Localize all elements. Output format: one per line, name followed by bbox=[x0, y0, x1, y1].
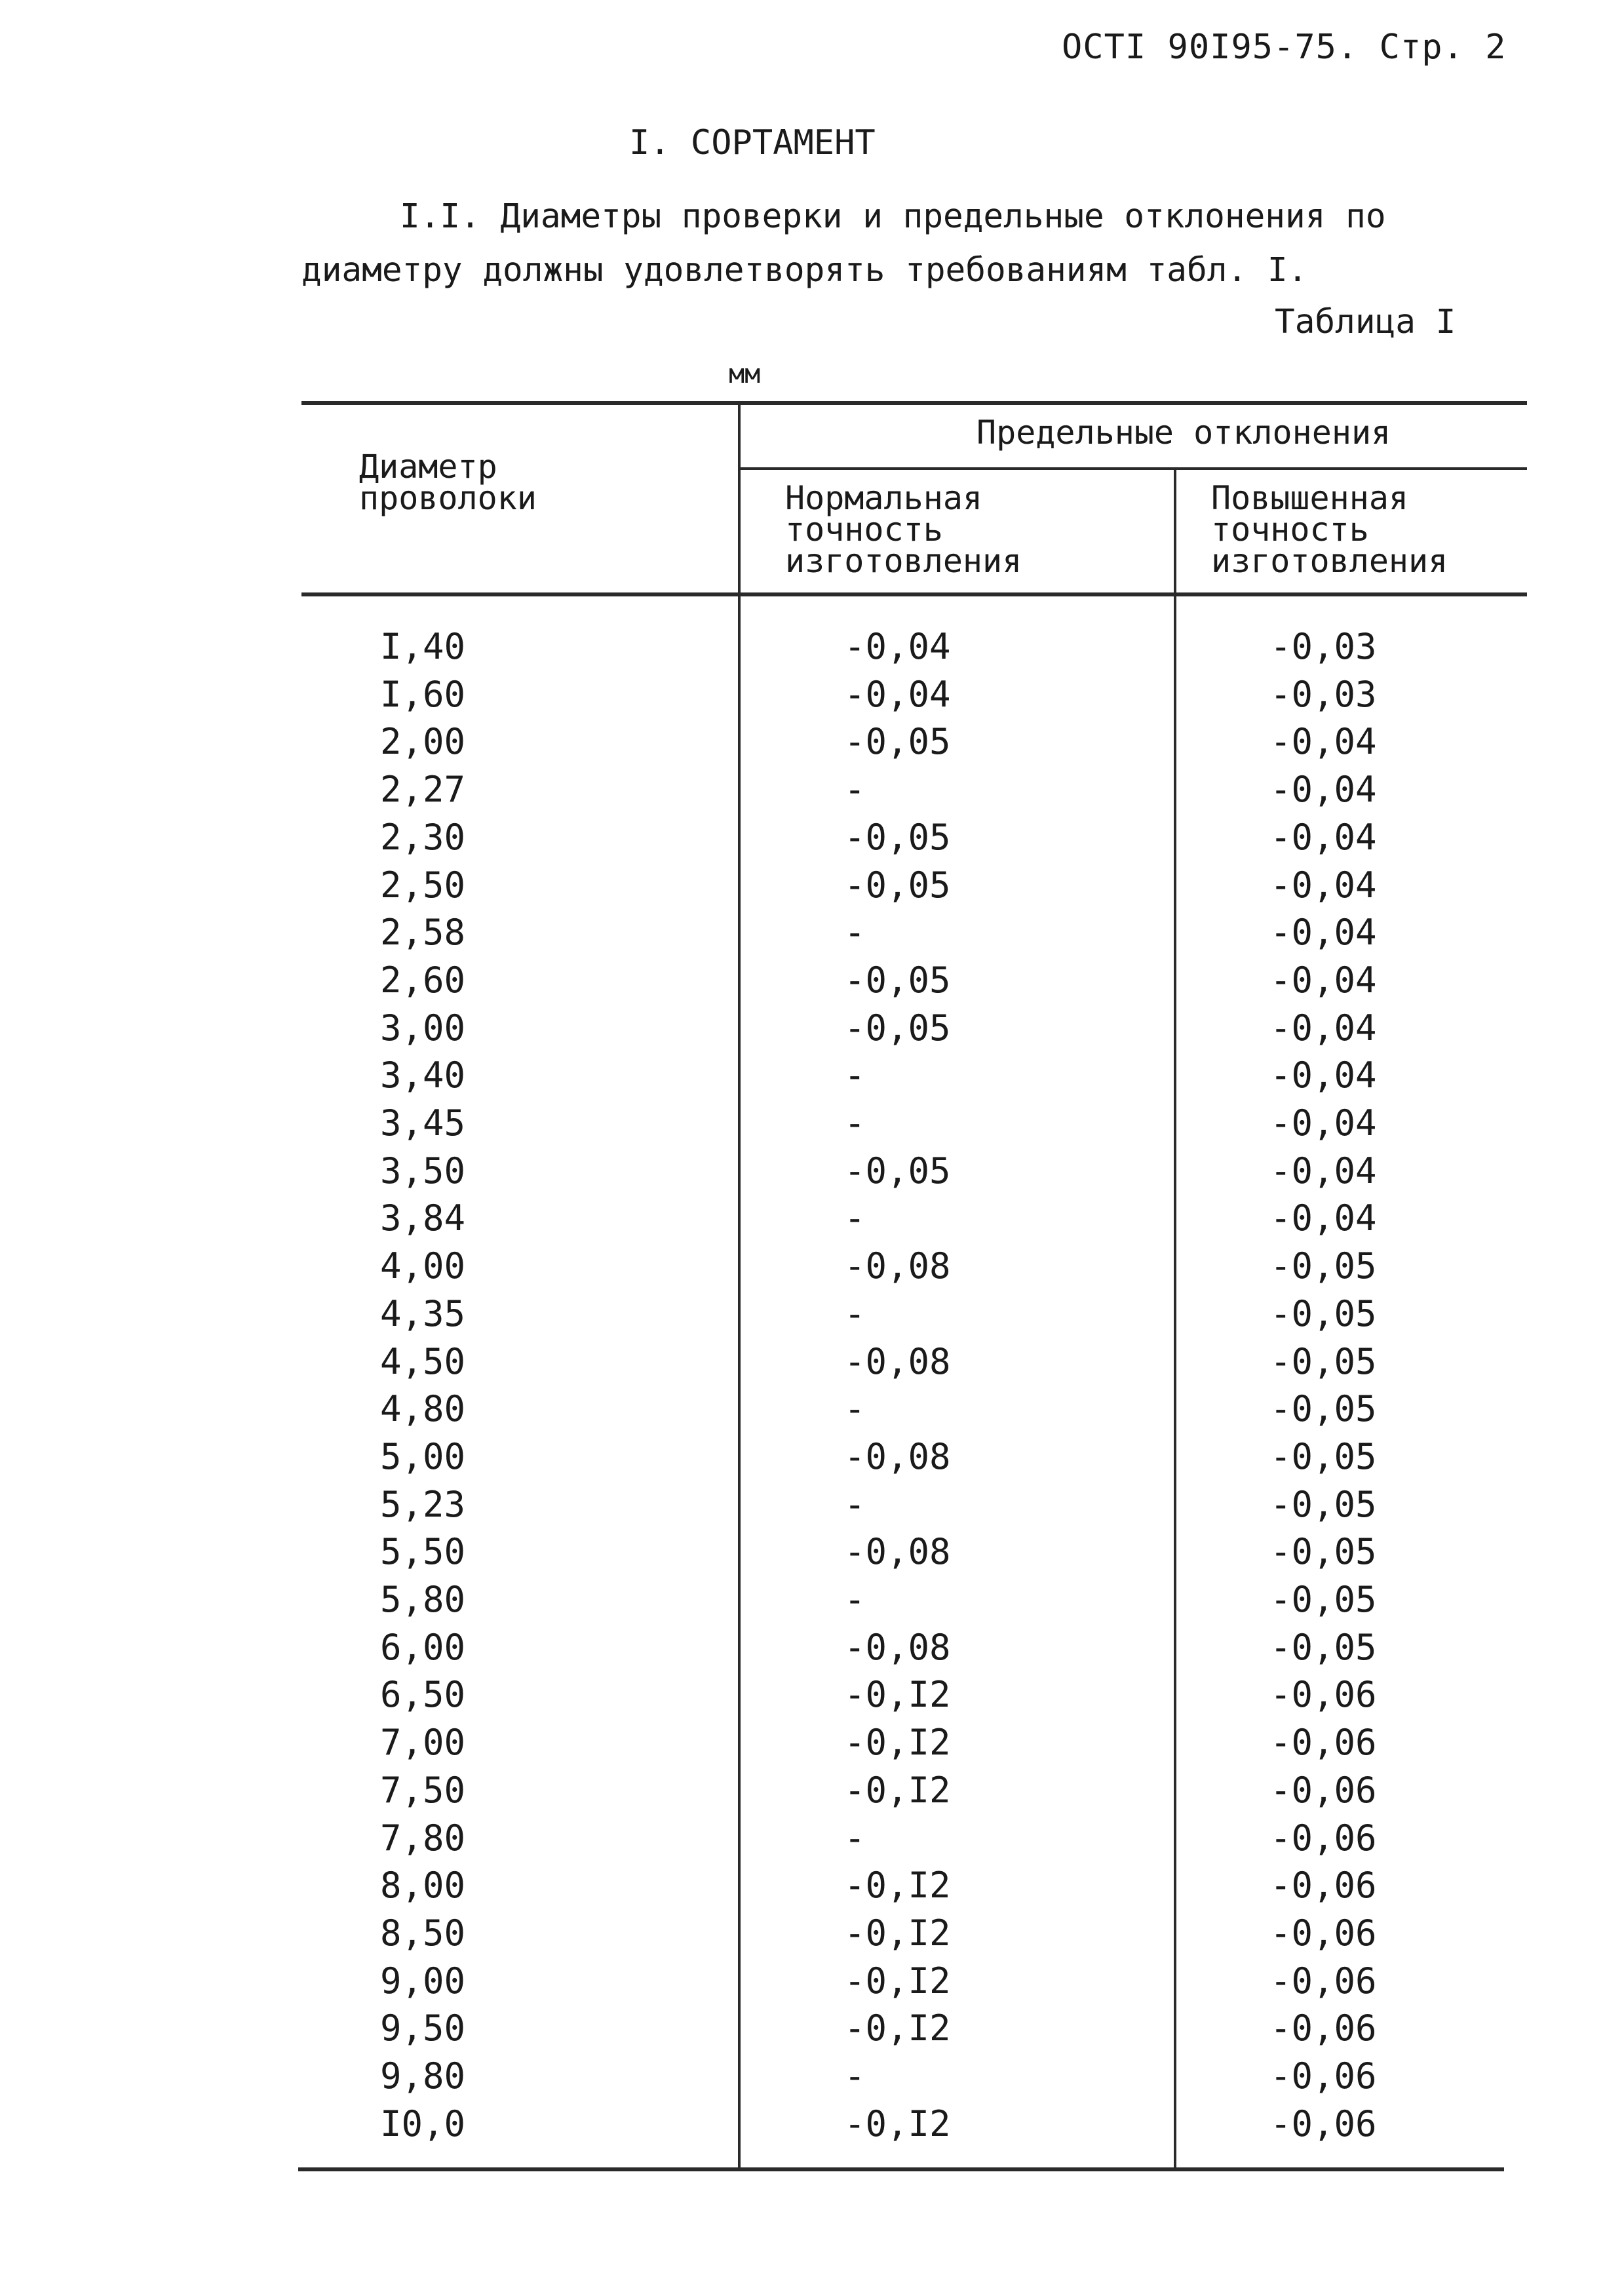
diameter-cell: 5,50 bbox=[380, 1531, 466, 1573]
high-tolerance-cell: -0,06 bbox=[1270, 2007, 1377, 2049]
page-header: ОСТI 90I95-75. Стр. 2 bbox=[1062, 28, 1507, 67]
high-tolerance-cell: -0,05 bbox=[1270, 1579, 1377, 1620]
normal-tolerance-cell: - bbox=[844, 912, 866, 954]
normal-tolerance-cell: -0,08 bbox=[844, 1531, 951, 1573]
normal-tolerance-cell: - bbox=[844, 2055, 866, 2097]
table-row bbox=[301, 1481, 1527, 1528]
diameter-cell: 3,45 bbox=[380, 1102, 466, 1144]
normal-tolerance-cell: -0,05 bbox=[844, 864, 951, 906]
high-tolerance-cell: -0,06 bbox=[1270, 2103, 1377, 2144]
normal-tolerance-cell: -0,04 bbox=[844, 626, 951, 667]
normal-tolerance-cell: -0,05 bbox=[844, 721, 951, 763]
high-tolerance-cell: -0,04 bbox=[1270, 816, 1377, 858]
section-title: I. СОРТАМЕНТ bbox=[629, 123, 876, 163]
normal-tolerance-cell: -0,I2 bbox=[844, 2103, 951, 2144]
table-row bbox=[301, 1242, 1527, 1290]
table-row bbox=[301, 1766, 1527, 1814]
normal-tolerance-cell: -0,04 bbox=[844, 673, 951, 715]
high-tolerance-cell: -0,06 bbox=[1270, 2055, 1377, 2097]
table-row bbox=[301, 1385, 1527, 1433]
table-row bbox=[301, 1290, 1527, 1338]
diameter-cell: I0,0 bbox=[380, 2103, 466, 2144]
normal-tolerance-cell: - bbox=[844, 1579, 866, 1620]
table-row bbox=[301, 1814, 1527, 1862]
normal-tolerance-cell: -0,08 bbox=[844, 1435, 951, 1477]
group-header-rule bbox=[741, 467, 1527, 470]
group-header: Предельные отклонения bbox=[976, 414, 1391, 452]
diameter-cell: 6,00 bbox=[380, 1626, 466, 1668]
diameter-cell: 2,00 bbox=[380, 721, 466, 763]
normal-tolerance-cell: - bbox=[844, 769, 866, 811]
col-diameter-header: Диаметр проволоки bbox=[359, 448, 537, 517]
table-row bbox=[301, 1957, 1527, 2005]
table-row bbox=[301, 956, 1527, 1004]
high-tolerance-cell: -0,05 bbox=[1270, 1435, 1377, 1477]
header-bottom-rule bbox=[301, 592, 1527, 596]
normal-tolerance-cell: - bbox=[844, 1055, 866, 1096]
diameter-cell: 7,80 bbox=[380, 1817, 466, 1859]
high-tolerance-cell: -0,05 bbox=[1270, 1483, 1377, 1525]
table-row bbox=[301, 2100, 1527, 2148]
normal-tolerance-cell: - bbox=[844, 1483, 866, 1525]
high-tolerance-cell: -0,04 bbox=[1270, 769, 1377, 811]
table-row bbox=[301, 766, 1527, 813]
diameter-cell: 3,50 bbox=[380, 1150, 466, 1192]
table-row bbox=[301, 1147, 1527, 1195]
diameter-cell: I,60 bbox=[380, 673, 466, 715]
diameter-cell: 2,60 bbox=[380, 959, 466, 1001]
diameter-cell: 9,80 bbox=[380, 2055, 466, 2097]
table-row bbox=[301, 1718, 1527, 1766]
high-tolerance-cell: -0,03 bbox=[1270, 626, 1377, 667]
high-tolerance-cell: -0,05 bbox=[1270, 1292, 1377, 1334]
normal-tolerance-cell: - bbox=[844, 1102, 866, 1144]
normal-tolerance-cell: -0,I2 bbox=[844, 1912, 951, 1954]
table-top-rule bbox=[301, 401, 1527, 405]
table-bottom-rule bbox=[298, 2167, 1504, 2171]
high-tolerance-cell: -0,06 bbox=[1270, 1865, 1377, 1907]
high-tolerance-cell: -0,04 bbox=[1270, 721, 1377, 763]
section-paragraph: I.I. Диаметры проверки и предельные отклонения по диаметру должны удовлетворять требованиям табл. I. bbox=[301, 197, 1386, 290]
high-tolerance-cell: -0,06 bbox=[1270, 1722, 1377, 1764]
table-row bbox=[301, 623, 1527, 670]
diameter-cell: 3,84 bbox=[380, 1197, 466, 1239]
table-row bbox=[301, 1433, 1527, 1481]
high-tolerance-cell: -0,04 bbox=[1270, 912, 1377, 954]
normal-tolerance-cell: -0,I2 bbox=[844, 1865, 951, 1907]
high-tolerance-cell: -0,06 bbox=[1270, 1769, 1377, 1811]
diameter-cell: 5,23 bbox=[380, 1483, 466, 1525]
diameter-cell: 8,00 bbox=[380, 1865, 466, 1907]
high-tolerance-cell: -0,06 bbox=[1270, 1817, 1377, 1859]
diameter-cell: 5,80 bbox=[380, 1579, 466, 1620]
table-row bbox=[301, 2052, 1527, 2100]
diameter-cell: 4,50 bbox=[380, 1340, 466, 1382]
diameter-cell: 2,50 bbox=[380, 864, 466, 906]
high-tolerance-cell: -0,04 bbox=[1270, 1007, 1377, 1049]
diameter-cell: 6,50 bbox=[380, 1674, 466, 1716]
table-row bbox=[301, 1051, 1527, 1099]
table-row bbox=[301, 1338, 1527, 1386]
high-tolerance-cell: -0,06 bbox=[1270, 1960, 1377, 2002]
diameter-cell: I,40 bbox=[380, 626, 466, 667]
high-tolerance-cell: -0,06 bbox=[1270, 1674, 1377, 1716]
high-tolerance-cell: -0,04 bbox=[1270, 1102, 1377, 1144]
col-normal-header: Нормальная точность изготовления bbox=[785, 479, 1022, 580]
table-row bbox=[301, 813, 1527, 861]
table-caption: Таблица I bbox=[1275, 303, 1456, 341]
normal-tolerance-cell: -0,05 bbox=[844, 1150, 951, 1192]
high-tolerance-cell: -0,04 bbox=[1270, 1055, 1377, 1096]
diameter-cell: 4,00 bbox=[380, 1245, 466, 1287]
diameter-cell: 4,80 bbox=[380, 1388, 466, 1430]
normal-tolerance-cell: - bbox=[844, 1817, 866, 1859]
diameter-cell: 2,30 bbox=[380, 816, 466, 858]
diameter-cell: 9,50 bbox=[380, 2007, 466, 2049]
table-row bbox=[301, 1671, 1527, 1718]
diameter-cell: 2,58 bbox=[380, 912, 466, 954]
high-tolerance-cell: -0,04 bbox=[1270, 1150, 1377, 1192]
normal-tolerance-cell: -0,I2 bbox=[844, 2007, 951, 2049]
diameter-cell: 3,00 bbox=[380, 1007, 466, 1049]
table-row bbox=[301, 1099, 1527, 1147]
diameter-cell: 8,50 bbox=[380, 1912, 466, 1954]
normal-tolerance-cell: -0,I2 bbox=[844, 1769, 951, 1811]
normal-tolerance-cell: - bbox=[844, 1388, 866, 1430]
table-row bbox=[301, 1623, 1527, 1671]
high-tolerance-cell: -0,05 bbox=[1270, 1626, 1377, 1668]
diameter-cell: 5,00 bbox=[380, 1435, 466, 1477]
normal-tolerance-cell: - bbox=[844, 1292, 866, 1334]
normal-tolerance-cell: -0,08 bbox=[844, 1626, 951, 1668]
table-row bbox=[301, 861, 1527, 909]
normal-tolerance-cell: -0,05 bbox=[844, 1007, 951, 1049]
table-row bbox=[301, 718, 1527, 766]
table-row bbox=[301, 1909, 1527, 1957]
table-row bbox=[301, 1861, 1527, 1909]
high-tolerance-cell: -0,03 bbox=[1270, 673, 1377, 715]
table-row bbox=[301, 1004, 1527, 1052]
normal-tolerance-cell: -0,05 bbox=[844, 959, 951, 1001]
diameter-cell: 4,35 bbox=[380, 1292, 466, 1334]
table-row bbox=[301, 2004, 1527, 2052]
normal-tolerance-cell: -0,05 bbox=[844, 816, 951, 858]
col-high-header: Повышенная точность изготовления bbox=[1211, 479, 1448, 580]
table-row bbox=[301, 1194, 1527, 1242]
table-row bbox=[301, 670, 1527, 718]
table-row bbox=[301, 1528, 1527, 1576]
normal-tolerance-cell: -0,I2 bbox=[844, 1960, 951, 2002]
high-tolerance-cell: -0,06 bbox=[1270, 1912, 1377, 1954]
normal-tolerance-cell: -0,I2 bbox=[844, 1722, 951, 1764]
table-units: мм bbox=[729, 359, 761, 389]
high-tolerance-cell: -0,04 bbox=[1270, 1197, 1377, 1239]
diameter-cell: 9,00 bbox=[380, 1960, 466, 2002]
diameter-cell: 7,00 bbox=[380, 1722, 466, 1764]
high-tolerance-cell: -0,05 bbox=[1270, 1388, 1377, 1430]
normal-tolerance-cell: -0,I2 bbox=[844, 1674, 951, 1716]
normal-tolerance-cell: -0,08 bbox=[844, 1340, 951, 1382]
diameter-cell: 7,50 bbox=[380, 1769, 466, 1811]
high-tolerance-cell: -0,04 bbox=[1270, 864, 1377, 906]
high-tolerance-cell: -0,05 bbox=[1270, 1531, 1377, 1573]
high-tolerance-cell: -0,05 bbox=[1270, 1245, 1377, 1287]
high-tolerance-cell: -0,05 bbox=[1270, 1340, 1377, 1382]
normal-tolerance-cell: -0,08 bbox=[844, 1245, 951, 1287]
diameter-cell: 3,40 bbox=[380, 1055, 466, 1096]
table-row bbox=[301, 1576, 1527, 1623]
normal-tolerance-cell: - bbox=[844, 1197, 866, 1239]
table-row bbox=[301, 908, 1527, 956]
diameter-cell: 2,27 bbox=[380, 769, 466, 811]
high-tolerance-cell: -0,04 bbox=[1270, 959, 1377, 1001]
